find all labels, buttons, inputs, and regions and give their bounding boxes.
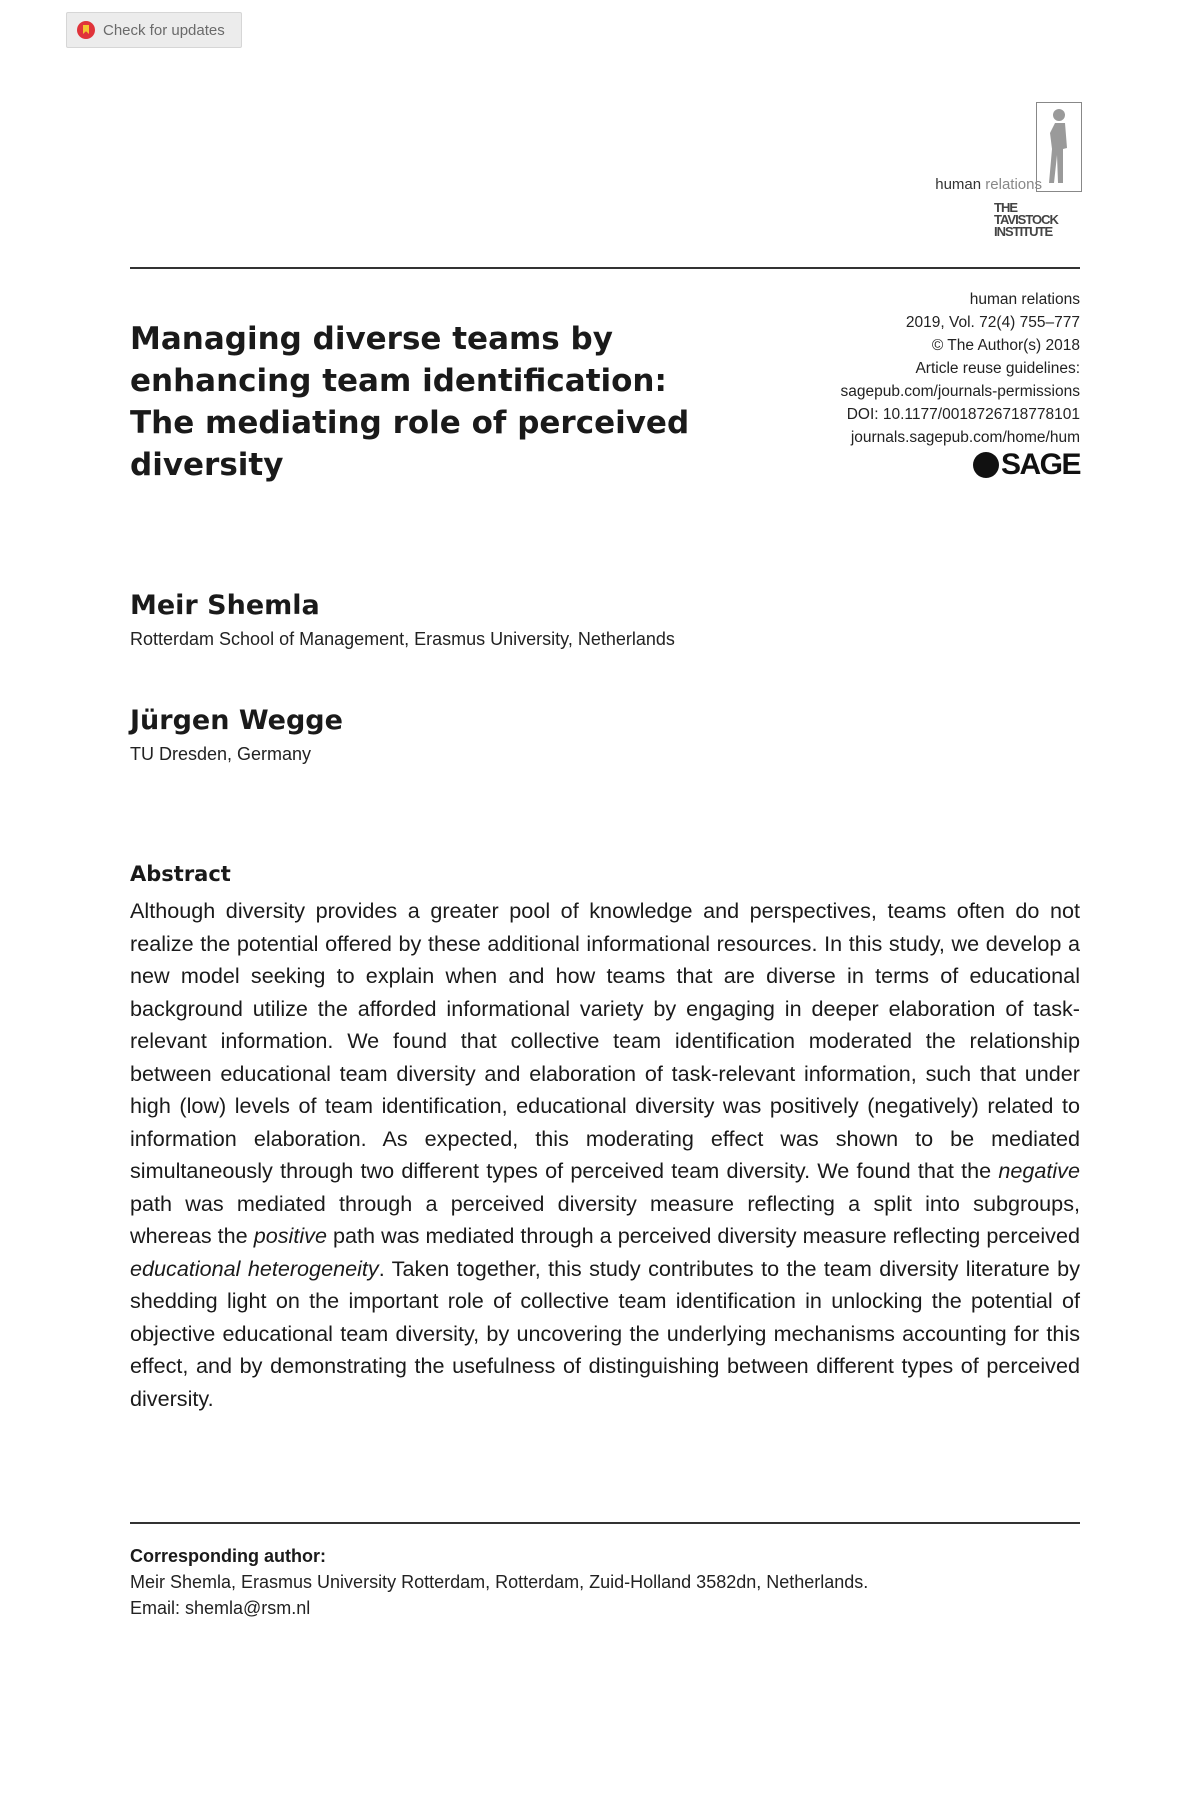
title-line: The mediating role of perceived bbox=[130, 405, 690, 441]
meta-journal: human relations bbox=[969, 291, 1080, 308]
title-line: enhancing team identification: bbox=[130, 363, 667, 399]
journal-logo-figure bbox=[1036, 102, 1082, 192]
tavistock-institute-logo: THE TAVISTOCK INSTITUTE bbox=[994, 200, 1058, 239]
author-name: Meir Shemla bbox=[130, 590, 320, 621]
article-title bbox=[130, 318, 770, 486]
bookmark-icon bbox=[77, 21, 95, 39]
meta-doi[interactable]: DOI: 10.1177/0018726718778101 bbox=[846, 406, 1080, 423]
journal-logo-name: human relations bbox=[935, 176, 1042, 193]
corresponding-author-email[interactable]: Email: shemla@rsm.nl bbox=[130, 1598, 311, 1618]
footer-divider bbox=[130, 1522, 1080, 1524]
corresponding-author-address: Meir Shemla, Erasmus University Rotterdam, Rotterdam, Zuid-Holland 3582dn, Netherlands. bbox=[130, 1572, 869, 1592]
meta-copyright: © The Author(s) 2018 bbox=[931, 337, 1080, 354]
author-affiliation: TU Dresden, Germany bbox=[130, 744, 312, 764]
abstract-body: Although diversity provides a greater pool of knowledge and perspectives, teams often do not realize the potential offered by these additional informational resources. In this study, we develop a new model seeking to explain when and how teams that are diverse in terms of educational background utilize the afforded informational variety by engaging in deeper elaboration of task-relevant information. We found that collective team identification moderated the relationship between educational team diversity and elaboration of task-relevant information, such that under high (low) levels of team identification, educational diversity was positively (negatively) related to information elaboration. As expected, this moderating effect was shown to be mediated simultaneously through two different types of perceived team diversity. We found that the negative path was mediated through a perceived diversity measure reflecting a split into subgroups, whereas the positive path was mediated through a perceived diversity measure reflecting perceived educational heterogeneity. Taken together, this study contributes to the team diversity literature by shedding light on the important role of collective team identification in unlocking the potential of objective educational team diversity, by uncovering the underlying mechanisms accounting for this effect, and by demonstrating the usefulness of distinguishing between different types of perceived diversity. bbox=[130, 898, 1080, 1411]
abstract-heading: Abstract bbox=[130, 862, 231, 886]
title-line: Managing diverse teams by bbox=[130, 321, 613, 357]
walking-figure-icon bbox=[1037, 103, 1080, 190]
title-line: diversity bbox=[130, 447, 284, 483]
meta-volume: 2019, Vol. 72(4) 755–777 bbox=[905, 314, 1080, 331]
publication-meta bbox=[840, 288, 1080, 449]
corresponding-author-heading: Corresponding author: bbox=[130, 1546, 326, 1566]
meta-journal-url[interactable]: journals.sagepub.com/home/hum bbox=[850, 429, 1080, 446]
check-for-updates-button[interactable] bbox=[66, 12, 242, 48]
sage-publisher-logo: SAGE bbox=[973, 448, 1080, 482]
author-name: Jürgen Wegge bbox=[130, 705, 343, 736]
sage-mark-icon bbox=[973, 452, 999, 478]
meta-reuse-label: Article reuse guidelines: bbox=[915, 360, 1080, 377]
meta-reuse-link[interactable]: sagepub.com/journals-permissions bbox=[840, 383, 1080, 400]
header-divider bbox=[130, 267, 1080, 269]
author-affiliation: Rotterdam School of Management, Erasmus University, Netherlands bbox=[130, 629, 675, 649]
check-for-updates-label: Check for updates bbox=[103, 21, 225, 39]
